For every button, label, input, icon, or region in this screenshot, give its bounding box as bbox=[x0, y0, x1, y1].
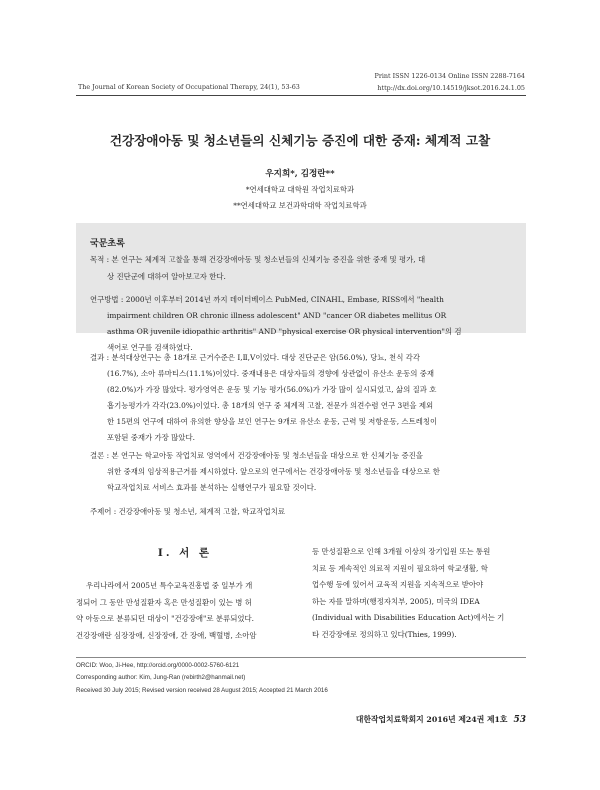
section-heading-intro: Ⅰ. 서 론 bbox=[157, 547, 213, 559]
paragraph-line: 등 만성질환으로 인해 3개월 이상의 장기입원 또는 통원 bbox=[312, 547, 491, 556]
abstract-line: 연구방법 : 2000년 이후부터 2014년 까지 데이터베이스 PubMed, CINAHL, Embase, RISS에서 "health bbox=[90, 295, 444, 304]
abstract-line: 포함된 중재가 가장 많았다. bbox=[107, 433, 195, 442]
affiliation-2: **연세대학교 보건과학대학 작업치료학과 bbox=[233, 201, 367, 210]
corresponding-author-note[interactable]: Corresponding author: Kim, Jung-Ran (rebirth2@hanmail.net) bbox=[76, 674, 246, 682]
paragraph-line: 약 아동으로 분류되던 대상이 "건강장애"로 분류되었다. bbox=[76, 614, 254, 623]
journal-citation: The Journal of Korean Society of Occupational Therapy, 24(1), 53-63 bbox=[78, 83, 300, 91]
abstract-line: (82.0%)가 가장 많았다. 평가영역은 운동 및 기능 평가(56.0%)가 가장 많이 실시되었고, 삶의 질과 호 bbox=[107, 385, 437, 394]
page-number: 53 bbox=[513, 715, 526, 725]
abstract-line: 위한 중재의 임상적용근거를 제시하였다. 앞으로의 연구에서는 건강장애아동 및 청소년들을 대상으로 한 bbox=[107, 467, 440, 476]
abstract-line: 결과 : 분석대상연구는 총 18개로 근거수준은 Ⅰ,Ⅱ,Ⅴ이었다. 대상 진단군은 암(56.0%), 당뇨, 천식 각각 bbox=[90, 353, 420, 362]
abstract-line: 결론 : 본 연구는 학교아동 작업치료 영역에서 건강장애아동 및 청소년들을 대상으로 한 신체기능 증진을 bbox=[90, 451, 423, 460]
abstract-line: 학교작업치료 서비스 효과를 분석하는 실행연구가 필요할 것이다. bbox=[107, 483, 317, 492]
abstract-line: 흡기능평가가 각각(23.0%)이었다. 총 18개의 연구 중 체계적 고찰, 전문가 의견수렴 연구 3편을 제외 bbox=[107, 401, 434, 410]
paragraph-line: (Individual with Disabilities Education Act)에서는 기 bbox=[312, 613, 505, 622]
footnote-rule bbox=[76, 657, 526, 658]
intro-right-column bbox=[312, 544, 526, 643]
page-footer bbox=[356, 714, 526, 725]
orcid-note[interactable]: ORCID: Woo, Ji-Hee, http://orcid.org/0000-0002-5760-6121 bbox=[76, 662, 240, 669]
footnotes bbox=[76, 660, 328, 697]
abstract-line: (16.7%), 소아 류마티스(11.1%)이었다. 중재내용은 대상자들의 경향에 상관없이 유산소 운동의 중재 bbox=[107, 369, 435, 378]
paragraph-line: 건강장애란 심장장애, 신장장애, 간 장애, 백혈병, 소아암 bbox=[76, 630, 257, 640]
paragraph-line: 타 건강장애로 정의하고 있다(Thies, 1999). bbox=[312, 629, 457, 639]
abstract-line: 상 진단군에 대하여 알아보고자 한다. bbox=[107, 272, 226, 281]
abstract-line: asthma OR juvenile idiopathic arthritis" AND "physical exercise OR physical intervention"의 검 bbox=[107, 327, 462, 336]
abstract-line: 목적 : 본 연구는 체계적 고찰을 통해 건강장애아동 및 청소년들의 신체기능 증진을 위한 중재 및 평가, 대 bbox=[90, 255, 426, 264]
paragraph-line: 우리나라에서 2005년 특수교육진흥법 중 일부가 개 bbox=[86, 581, 253, 590]
paragraph-line: 치료 등 계속적인 의료적 지원이 필요하여 학교생활, 학 bbox=[312, 563, 488, 573]
abstract-heading: 국문초록 bbox=[90, 239, 125, 249]
received-dates-note: Received 30 July 2015; Revised version received 28 August 2015; Accepted 21 March 2016 bbox=[76, 686, 328, 694]
paragraph-line: 하는 자를 말하며(행정자치부, 2005), 미국의 IDEA bbox=[312, 596, 480, 606]
authors: 우지희*, 김정란** bbox=[265, 169, 335, 179]
affiliation-1: *연세대학교 대학원 작업치료학과 bbox=[245, 185, 355, 194]
journal-issue: 대한작업치료학회지 2016년 제24권 제1호 bbox=[355, 715, 508, 724]
paragraph-line: 업수행 등에 있어서 교육적 지원을 지속적으로 받아야 bbox=[312, 580, 484, 589]
abstract-line: impairment children OR chronic illness adolescent" AND "cancer OR diabetes mellitus OR bbox=[107, 311, 447, 320]
intro-left-column bbox=[76, 578, 296, 644]
issn-line: Print ISSN 1226-0134 Online ISSN 2288-7164 bbox=[374, 72, 525, 80]
doi-link[interactable]: http://dx.doi.org/10.14519/jksot.2016.24.1.05 bbox=[377, 84, 525, 92]
abstract-line: 색어로 연구를 검색하였다. bbox=[107, 343, 193, 352]
paragraph-line: 정되어 그 동안 만성질환자 혹은 만성질환이 있는 병 허 bbox=[76, 597, 252, 607]
keywords: 주제어 : 건강장애아동 및 청소년, 체계적 고찰, 학교작업치료 bbox=[90, 507, 285, 516]
header-rule bbox=[76, 95, 526, 96]
paper-title: 건강장애아동 및 청소년들의 신체기능 증진에 대한 중재: 체계적 고찰 bbox=[109, 133, 491, 148]
abstract-line: 한 15편의 연구에 대하여 유의한 향상을 보인 연구는 9개로 유산소 운동, 근력 및 저항운동, 스트레칭이 bbox=[107, 417, 438, 426]
